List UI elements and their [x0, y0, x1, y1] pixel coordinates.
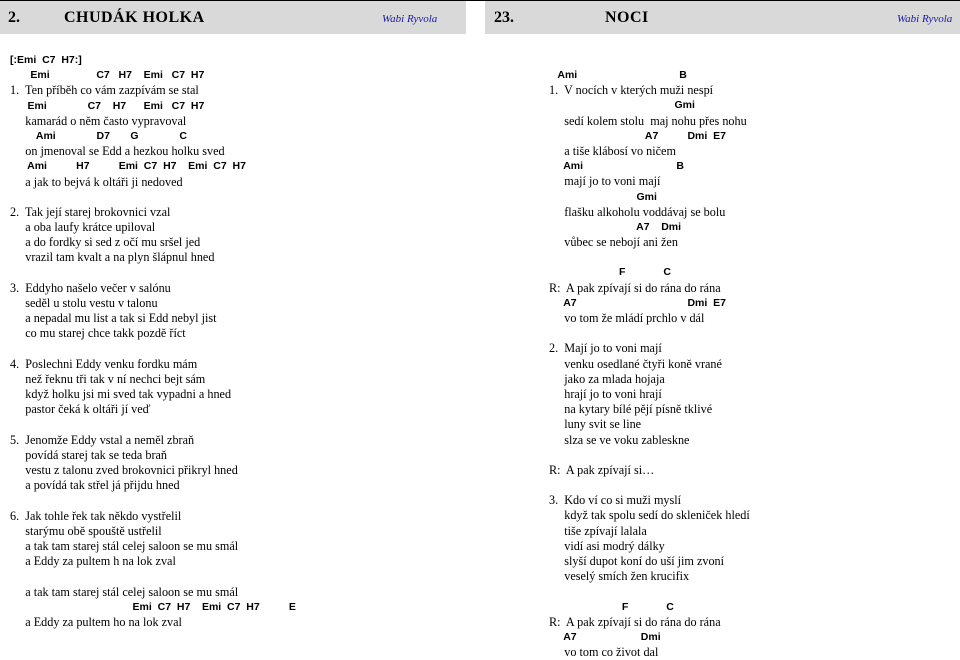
lyric-line: flašku alkoholu voddávaj se bolu [549, 204, 726, 219]
lyric-line: veselý smích žen krucifix [549, 569, 690, 584]
lyric-line: vestu z talonu zved brokovnici přikryl hned [10, 463, 238, 478]
lyric-line: slyší dupot koní do uší jim zvoní [549, 554, 725, 568]
lyric-line: starýmu obě spouště ustřelil [10, 523, 162, 538]
chord-line: F C [549, 266, 671, 279]
left-song-number: 2. [8, 9, 20, 26]
blank-line [10, 342, 296, 357]
lyric-line: jako za mlada hojaja [549, 371, 665, 386]
lyric-line: kamarád o něm často vypravoval [10, 113, 187, 128]
blank-line [10, 266, 296, 281]
chord-line: A7 Dmi E7 [549, 296, 726, 309]
lyric-line: a jak to bejvá k oltáři ji nedoved [10, 174, 183, 189]
lyric-line: a nepadal mu list a tak si Edd nebyl jist [10, 311, 217, 326]
left-song-lyrics [10, 53, 296, 630]
lyric-line: vůbec se nebojí ani žen [549, 235, 678, 250]
right-song-header [485, 1, 960, 34]
chord-line: F C [549, 600, 674, 613]
lyric-line: co mu starej chce takk pozdě říct [10, 326, 186, 341]
chord-line: Gmi [549, 99, 695, 112]
lyric-line: luny svit se line [549, 417, 642, 432]
right-song-number: 23. [494, 9, 514, 26]
lyric-line: pastor čeká k oltáři jí veď [10, 402, 151, 417]
chord-line: [:Emi C7 H7:] [10, 54, 82, 66]
lyric-line: a tak tam starej stál celej saloon se mu smál [10, 584, 239, 599]
chord-line: Ami H7 Emi C7 H7 Emi C7 H7 [10, 160, 246, 173]
lyric-line: vrazil tam kvalt a na plyn šlápnul hned [10, 250, 215, 265]
chord-line: A7 Dmi [549, 220, 682, 233]
chord-line: Emi C7 H7 Emi C7 H7 [10, 69, 205, 82]
lyric-line: 1. V nocích v kterých muži nespí [549, 83, 714, 98]
lyric-line: R: A pak zpívají si do rána do rána [549, 614, 721, 629]
lyric-line: a Eddy za pultem ho na lok zval [10, 614, 182, 629]
lyric-line: seděl u stolu vestu v talonu [10, 296, 158, 310]
chord-line: A7 Dmi E7 [549, 129, 726, 142]
lyric-line: povídá starej tak se teda braň [10, 447, 168, 462]
chord-line: Emi C7 H7 Emi C7 H7 E [10, 600, 296, 613]
lyric-line: 6. Jak tohle řek tak někdo vystřelil [10, 508, 182, 523]
blank-line [549, 326, 750, 341]
lyric-line: 3. Eddyho našelo večer v salónu [10, 280, 171, 295]
lyric-line: než řeknu tři tak v ní nechci bejt sám [10, 371, 206, 386]
lyric-line: slza se ve voku zableskne [549, 432, 690, 447]
lyric-line: a povídá tak střel já přijdu hned [10, 478, 180, 493]
lyric-line: na kytary bílé pějí písně tklivé [549, 402, 713, 417]
lyric-line: 2. Mají jo to voni mají [549, 341, 662, 356]
lyric-line: a Eddy za pultem h na lok zval [10, 554, 176, 569]
blank-line [549, 250, 750, 265]
left-song-header [0, 1, 466, 34]
lyric-line: mají jo to voni mají [549, 174, 661, 189]
blank-line [10, 493, 296, 508]
chord-line: Emi C7 H7 Emi C7 H7 [10, 99, 205, 112]
chord-line: Ami B [549, 69, 687, 81]
lyric-line: a do fordky si sed z očí mu sršel jed [10, 235, 201, 250]
lyric-line: sedí kolem stolu maj nohu přes nohu [549, 113, 747, 128]
lyric-line: 1. Ten příběh co vám zazpívám se stal [10, 83, 199, 98]
lyric-line: a oba laufy krátce upiloval [10, 220, 156, 235]
lyric-line: 5. Jenomže Eddy vstal a neměl zbraň [10, 432, 195, 447]
lyric-line: když holku jsi mi sved tak vypadni a hned [10, 387, 232, 402]
lyric-line: tiše zpívají lalala [549, 523, 647, 538]
blank-line [10, 418, 296, 433]
lyric-line: on jmenoval se Edd a hezkou holku sved [10, 144, 225, 159]
lyric-line: vidí asi modrý dálky [549, 538, 665, 553]
lyric-line: R: A pak zpívají si do rána do rána [549, 280, 721, 295]
left-song-title: CHUDÁK HOLKA [64, 9, 205, 26]
blank-line [549, 448, 750, 463]
right-song-title: NOCI [605, 9, 649, 26]
lyric-line: 2. Tak její starej brokovnici vzal [10, 204, 171, 219]
blank-line [549, 584, 750, 599]
lyric-line: a tiše klábosí vo ničem [549, 143, 676, 158]
lyric-line: a tak tam starej stál celej saloon se mu smál [10, 539, 239, 553]
lyric-line: hrají jo to voni hrají [549, 386, 662, 401]
lyric-line: venku osedlané čtyři koně vrané [549, 356, 722, 371]
lyric-line: 4. Poslechni Eddy venku fordku mám [10, 356, 198, 371]
lyric-line: R: A pak zpívají si… [549, 462, 655, 477]
right-song-author: Wabi Ryvola [897, 13, 953, 25]
chord-line: Ami B [549, 160, 684, 173]
blank-line [10, 190, 296, 205]
lyric-line: když tak spolu sedí do skleniček hledí [549, 508, 750, 523]
lyric-line: vo tom co život dal [549, 645, 659, 660]
lyric-line: vo tom že mládí prchlo v dál [549, 311, 705, 325]
left-song-author: Wabi Ryvola [382, 13, 438, 25]
chord-line: Ami D7 G C [10, 129, 187, 142]
blank-line [549, 478, 750, 493]
right-song-lyrics [549, 68, 750, 660]
lyric-line: 3. Kdo ví co si muži myslí [549, 493, 682, 508]
chord-line: A7 Dmi [549, 630, 661, 643]
chord-line: Gmi [549, 190, 657, 203]
blank-line [10, 569, 296, 584]
